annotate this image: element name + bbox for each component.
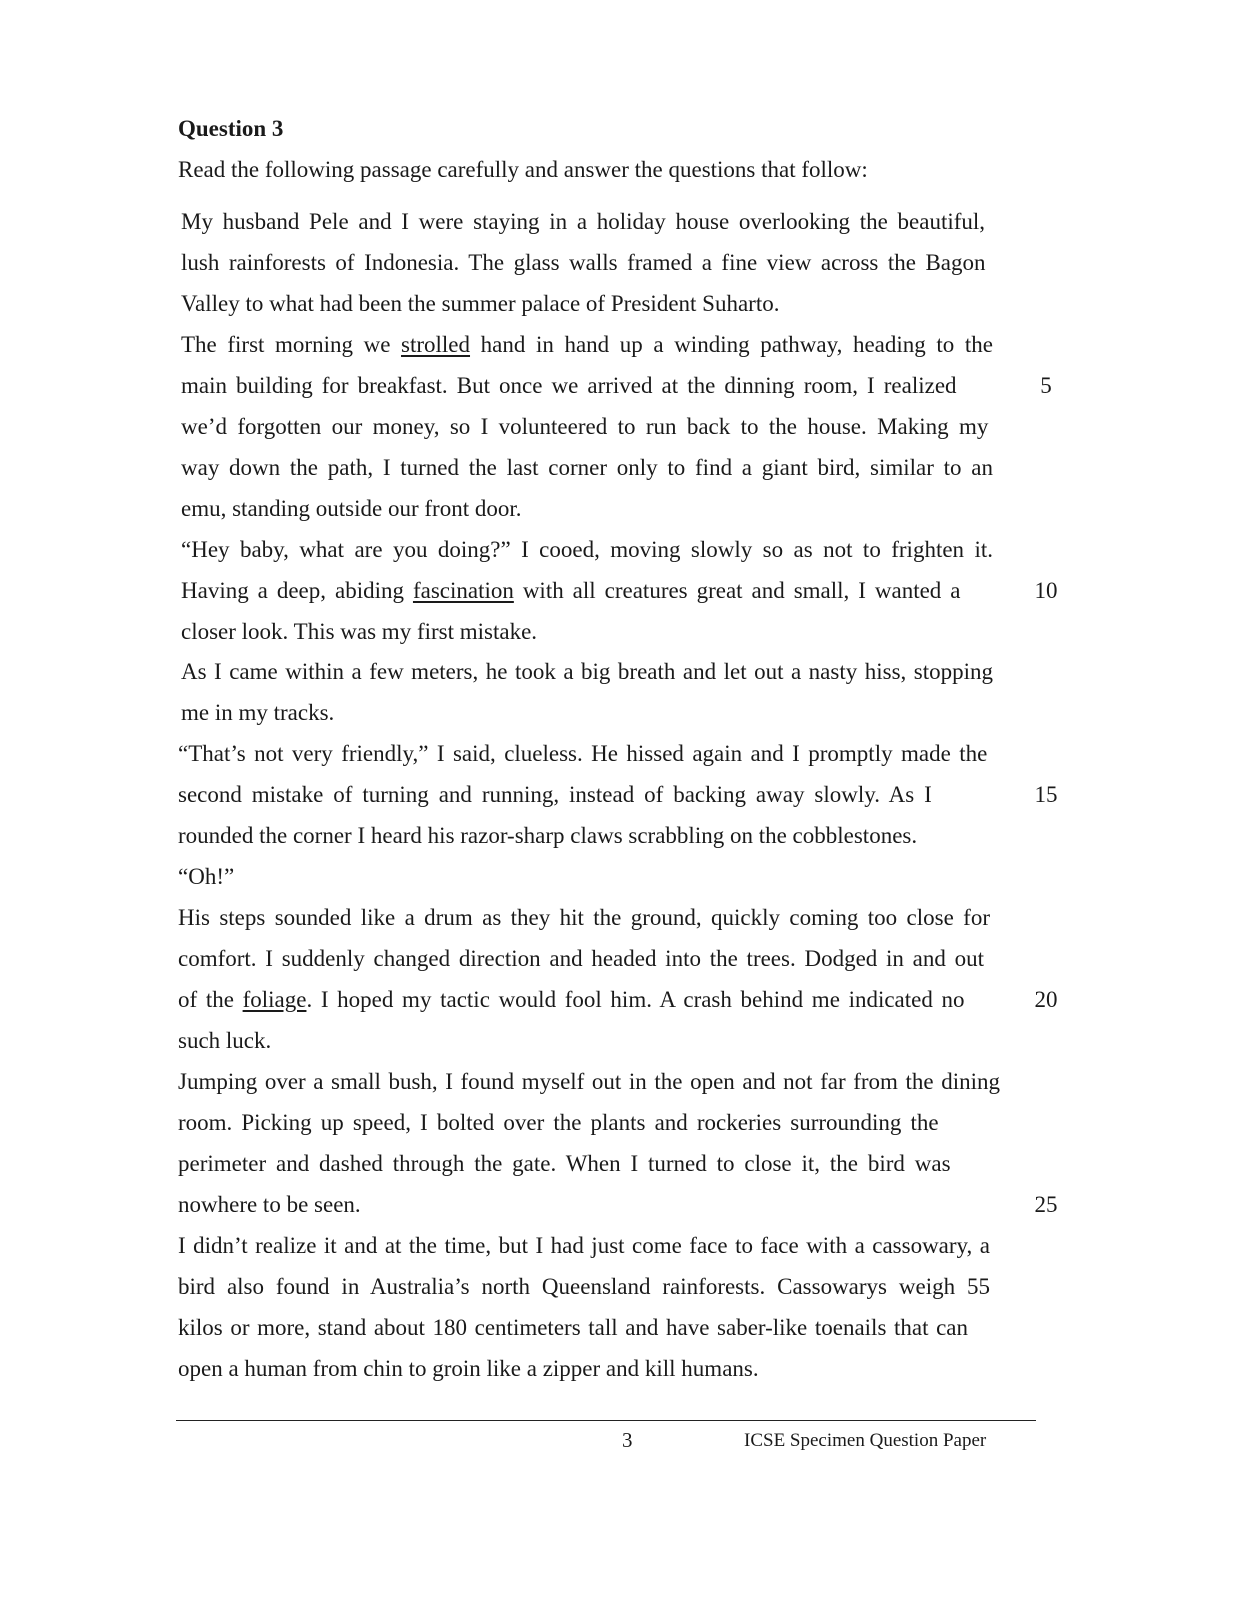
- line-text: of the: [178, 987, 243, 1013]
- passage-line: lush rainforests of Indonesia. The glass walls framed a fine view across the Bagon: [181, 249, 986, 275]
- passage-line: nowhere to be seen.: [178, 1191, 361, 1217]
- paper-title: ICSE Specimen Question Paper: [744, 1430, 987, 1451]
- passage-line: we’d forgotten our money, so I volunteered to run back to the house. Making my: [181, 413, 989, 439]
- passage-line: bird also found in Australia’s north Queensland rainforests. Cassowarys weigh 55: [178, 1273, 990, 1299]
- question-instruction: Read the following passage carefully and answer the questions that follow:: [178, 157, 868, 182]
- line-number: 25: [1034, 1191, 1058, 1217]
- line-number: 20: [1034, 987, 1058, 1013]
- passage-line: perimeter and dashed through the gate. When I turned to close it, the bird was: [178, 1150, 951, 1176]
- passage-line: I didn’t realize it and at the time, but I had just come face to face with a cassowary, a: [178, 1232, 990, 1258]
- passage-line: As I came within a few meters, he took a big breath and let out a nasty hiss, stopping: [181, 659, 993, 685]
- underlined-word: foliage: [242, 987, 307, 1013]
- passage-line: “Oh!”: [178, 864, 235, 890]
- line-text: The first morning we: [181, 331, 402, 357]
- passage-line: Jumping over a small bush, I found myself out in the open and not far from the dining: [178, 1068, 1000, 1094]
- underlined-word: strolled: [401, 331, 471, 357]
- passage-line: comfort. I suddenly changed direction and headed into the trees. Dodged in and out: [178, 946, 985, 972]
- line-number: 10: [1034, 577, 1058, 603]
- passage-line: “Hey baby, what are you doing?” I cooed, moving slowly so as not to frighten it.: [181, 536, 993, 562]
- passage-line: room. Picking up speed, I bolted over the plants and rockeries surrounding the: [178, 1109, 939, 1135]
- passage-line: [181, 330, 993, 360]
- underlined-word: fascination: [412, 577, 514, 603]
- line-text: Having a deep, abiding: [181, 577, 413, 603]
- passage-line: kilos or more, stand about 180 centimeters tall and have saber-like toenails that can: [178, 1314, 968, 1340]
- passage-line: [181, 576, 960, 606]
- passage-line: main building for breakfast. But once we arrived at the dinning room, I realized: [181, 372, 957, 398]
- page-number: 3: [622, 1428, 633, 1452]
- line-text: hand in hand up a winding pathway, heading to the: [470, 331, 993, 357]
- passage-line: emu, standing outside our front door.: [181, 495, 522, 521]
- question-title: Question 3: [178, 116, 284, 141]
- line-text: . I hoped my tactic would fool him. A crash behind me indicated no: [306, 987, 965, 1013]
- passage-line: Valley to what had been the summer palace of President Suharto.: [181, 290, 780, 316]
- passage-line: way down the path, I turned the last corner only to find a giant bird, similar to an: [181, 454, 993, 480]
- passage-line: “That’s not very friendly,” I said, clueless. He hissed again and I promptly made the: [178, 741, 988, 767]
- passage-line: such luck.: [178, 1028, 272, 1053]
- passage-line: rounded the corner I heard his razor-sharp claws scrabbling on the cobblestones.: [178, 823, 918, 849]
- line-text: with all creatures great and small, I wanted a: [513, 577, 961, 603]
- passage-line: second mistake of turning and running, instead of backing away slowly. As I: [178, 782, 932, 808]
- passage-line: [178, 985, 965, 1015]
- footer-divider: [176, 1420, 1036, 1421]
- passage-line: me in my tracks.: [181, 700, 335, 726]
- passage-line: open a human from chin to groin like a zipper and kill humans.: [178, 1355, 759, 1381]
- line-number: 5: [1040, 372, 1052, 398]
- passage-line: closer look. This was my first mistake.: [181, 618, 538, 644]
- passage-line: His steps sounded like a drum as they hit the ground, quickly coming too close for: [178, 905, 990, 931]
- passage-line: My husband Pele and I were staying in a holiday house overlooking the beautiful,: [181, 209, 986, 234]
- line-number: 15: [1034, 782, 1058, 808]
